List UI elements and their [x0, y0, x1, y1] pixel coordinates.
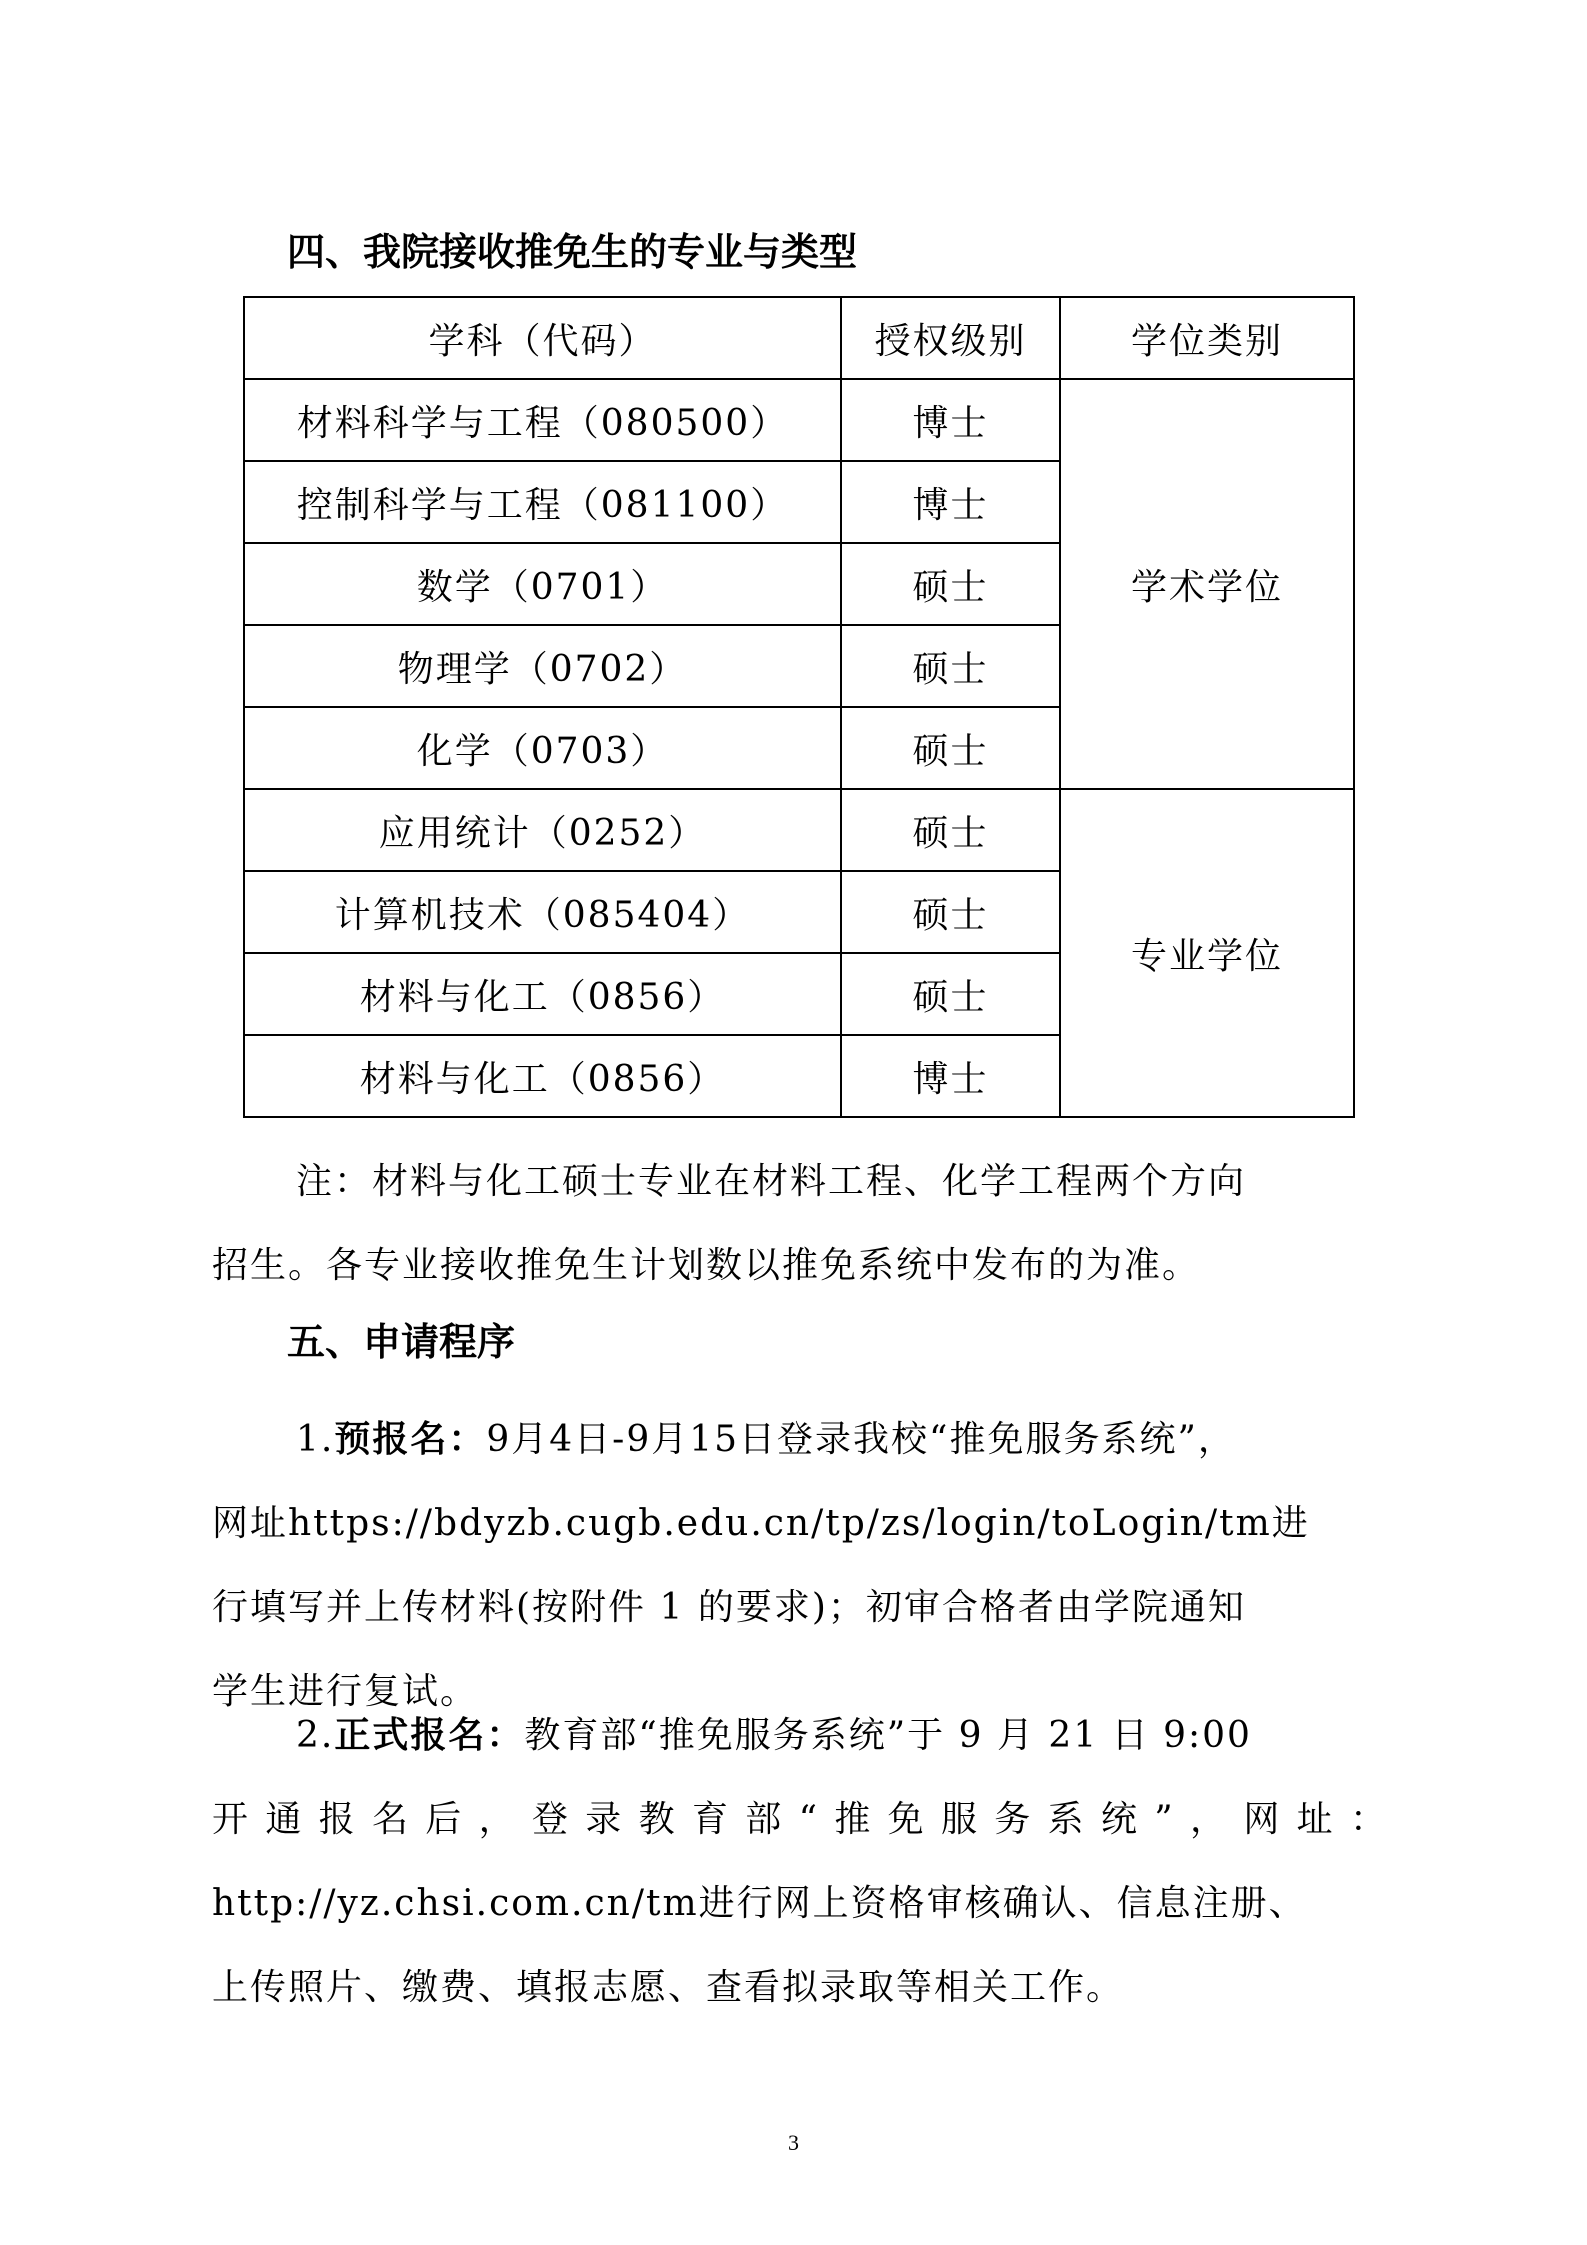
step2-label: 正式报名：	[334, 1715, 525, 1756]
category-cell-academic: 学术学位	[1060, 379, 1354, 789]
subject-cell: 计算机技术（085404）	[244, 871, 841, 953]
subject-cell: 材料与化工（0856）	[244, 953, 841, 1035]
step1-line-1	[212, 1398, 1388, 1482]
step-pre-registration	[212, 1398, 1388, 1734]
header-subject: 学科（代码）	[244, 297, 841, 379]
level-cell: 博士	[841, 1035, 1060, 1117]
level-cell: 博士	[841, 379, 1060, 461]
subject-cell: 控制科学与工程（081100）	[244, 461, 841, 543]
level-cell: 硕士	[841, 625, 1060, 707]
category-cell-professional: 专业学位	[1060, 789, 1354, 1117]
step-formal-registration	[212, 1694, 1388, 2030]
step1-line-4: 学生进行复试。	[212, 1671, 479, 1712]
subject-cell: 材料科学与工程（080500）	[244, 379, 841, 461]
step1-line-2: 网址https://bdyzb.cugb.edu.cn/tp/zs/login/toLogin/tm进	[212, 1503, 1310, 1544]
section-heading-four: 四、我院接收推免生的专业与类型	[287, 230, 858, 274]
table-row	[244, 789, 1354, 871]
header-level: 授权级别	[841, 297, 1060, 379]
subject-cell: 物理学（0702）	[244, 625, 841, 707]
subject-cell: 材料与化工（0856）	[244, 1035, 841, 1117]
step1-number: 1.	[296, 1419, 335, 1460]
level-cell: 硕士	[841, 543, 1060, 625]
subject-cell: 应用统计（0252）	[244, 789, 841, 871]
level-cell: 硕士	[841, 871, 1060, 953]
table-note	[212, 1140, 1388, 1308]
subject-cell: 数学（0701）	[244, 543, 841, 625]
level-cell: 博士	[841, 461, 1060, 543]
step2-line-2: 开通报名后，登录教育部“推免服务系统”，网址：	[212, 1799, 1388, 1840]
step1-line-3: 行填写并上传材料(按附件 1 的要求)；初审合格者由学院通知	[212, 1587, 1246, 1628]
level-cell: 硕士	[841, 789, 1060, 871]
table-row	[244, 379, 1354, 461]
step2-line-3: http://yz.chsi.com.cn/tm进行网上资格审核确认、信息注册、	[212, 1883, 1307, 1924]
note-line-2: 招生。各专业接收推免生计划数以推免系统中发布的为准。	[212, 1245, 1201, 1286]
note-line-1: 注：材料与化工硕士专业在材料工程、化学工程两个方向	[296, 1161, 1247, 1202]
page-number: 3	[788, 2130, 799, 2155]
step1-label: 预报名：	[334, 1419, 487, 1460]
level-cell: 硕士	[841, 707, 1060, 789]
step1-text-1: 9月4日-9月15日登录我校“推免服务系统”，	[486, 1419, 1236, 1460]
majors-table	[243, 296, 1355, 1118]
table-header-row	[244, 297, 1354, 379]
header-category: 学位类别	[1060, 297, 1354, 379]
level-cell: 硕士	[841, 953, 1060, 1035]
step2-line-4: 上传照片、缴费、填报志愿、查看拟录取等相关工作。	[212, 1967, 1125, 2008]
step2-line-1	[212, 1694, 1388, 1778]
section-heading-five: 五、申请程序	[287, 1320, 516, 1364]
step2-text-1: 教育部“推免服务系统”于 9 月 21 日 9:00	[524, 1715, 1252, 1756]
step2-number: 2.	[296, 1715, 335, 1756]
subject-cell: 化学（0703）	[244, 707, 841, 789]
